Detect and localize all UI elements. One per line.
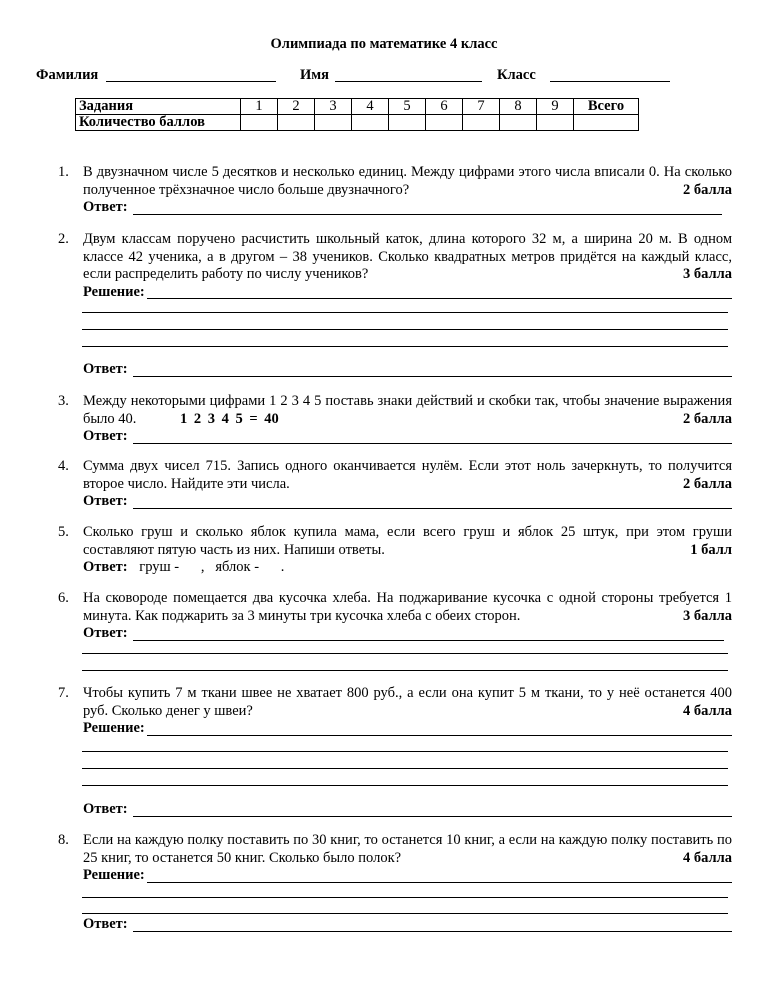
- task-7-answer: [58, 801, 732, 819]
- score-cell[interactable]: [500, 115, 537, 131]
- solution-label: Решение:: [83, 283, 145, 300]
- answer-label: Ответ:: [83, 428, 128, 444]
- task-5: [58, 524, 732, 577]
- score-cell[interactable]: [537, 115, 574, 131]
- task-number-cell: 7: [463, 99, 500, 115]
- surname-field[interactable]: [106, 81, 276, 82]
- score-cell[interactable]: [315, 115, 352, 131]
- task-number-cell: 1: [241, 99, 278, 115]
- answer-label: Ответ:: [83, 199, 128, 215]
- task-1: [58, 164, 732, 217]
- answer-line[interactable]: [133, 214, 722, 215]
- solution-label: Решение:: [83, 720, 145, 736]
- surname-label: Фамилия: [36, 67, 99, 83]
- solution-line[interactable]: [82, 312, 728, 313]
- class-field[interactable]: [550, 81, 670, 82]
- answer-label: Ответ:: [83, 916, 128, 932]
- table-row: [76, 115, 639, 131]
- page-title: Олимпиада по математике 4 класс: [270, 36, 498, 52]
- score-cell[interactable]: [278, 115, 315, 131]
- solution-line[interactable]: [82, 897, 728, 898]
- answer-line[interactable]: [133, 376, 732, 377]
- task-text: Двум классам поручено расчистить школьный каток, длина которого 32 м, а ширина 20 м. В одном классе 42 ученика, а в другом – 38 учеников. Сколько квадратных метров придётся на каждый класс, если распределить работу по числу учеников?: [83, 231, 732, 282]
- task-2: [58, 231, 732, 301]
- task-text: Сколько груш и сколько яблок купила мама, если всего груш и яблок 25 штук, при этом груши составляют пятую часть из них. Напиши ответы.: [83, 524, 732, 558]
- task-7: [58, 685, 732, 738]
- name-label: Имя: [300, 67, 329, 83]
- task-points: 1 балл: [690, 541, 732, 558]
- score-cell[interactable]: [352, 115, 389, 131]
- solution-line[interactable]: [82, 751, 728, 752]
- solution-line[interactable]: [82, 346, 728, 347]
- task-text: Сумма двух чисел 715. Запись одного оканчивается нулём. Если этот ноль зачеркнуть, то получится второе число. Найдите эти числа.: [83, 458, 732, 492]
- task-4: [58, 458, 732, 511]
- task-text: Если на каждую полку поставить по 30 книг, то останется 10 книг, а если на каждую полку поставить по 25 книг, то останется 50 книг. Сколько было полок?: [83, 832, 732, 866]
- task-points: 4 балла: [682, 702, 732, 719]
- score-cell[interactable]: [389, 115, 426, 131]
- task-6: [58, 590, 732, 643]
- task-number: 8.: [58, 832, 69, 848]
- answer-text[interactable]: груш - , яблок - .: [139, 559, 285, 575]
- task-number: 6.: [58, 590, 69, 606]
- class-label: Класс: [497, 67, 536, 83]
- name-field[interactable]: [335, 81, 482, 82]
- total-header-cell: Всего: [574, 99, 639, 115]
- answer-label: Ответ:: [83, 493, 128, 509]
- task-expression: 1 2 3 4 5 = 40: [179, 410, 279, 427]
- task-number: 4.: [58, 458, 69, 474]
- answer-line[interactable]: [82, 670, 728, 671]
- task-text: Между некоторыми цифрами 1 2 3 4 5 поставь знаки действий и скобки так, чтобы значение выражения было 40.: [83, 393, 732, 427]
- task-points: 4 балла: [682, 849, 732, 866]
- task-text: Чтобы купить 7 м ткани швее не хватает 800 руб., а если она купит 5 м ткани, то у неё останется 400 руб. Сколько денег у швеи?: [83, 685, 732, 719]
- task-number-cell: 4: [352, 99, 389, 115]
- task-number-cell: 9: [537, 99, 574, 115]
- task-number-cell: 2: [278, 99, 315, 115]
- answer-line[interactable]: [133, 816, 732, 817]
- task-points: 2 балла: [682, 410, 732, 427]
- task-number-cell: 5: [389, 99, 426, 115]
- score-cell[interactable]: [241, 115, 278, 131]
- task-number: 7.: [58, 685, 69, 701]
- solution-line[interactable]: [147, 735, 732, 736]
- task-number: 1.: [58, 164, 69, 180]
- answer-line[interactable]: [133, 640, 724, 641]
- score-table: [75, 98, 639, 131]
- solution-line[interactable]: [82, 329, 728, 330]
- answer-line[interactable]: [82, 653, 728, 654]
- task-points: 2 балла: [682, 475, 732, 492]
- solution-line[interactable]: [82, 785, 728, 786]
- answer-line[interactable]: [133, 443, 732, 444]
- solution-line[interactable]: [82, 913, 728, 914]
- task-points: 3 балла: [682, 607, 732, 624]
- answer-label: Ответ:: [83, 801, 128, 817]
- tasks-header-cell: Задания: [76, 99, 241, 115]
- task-3: [58, 393, 732, 446]
- task-number: 5.: [58, 524, 69, 540]
- solution-line[interactable]: [147, 298, 732, 299]
- table-row: [76, 99, 639, 115]
- score-cell[interactable]: [426, 115, 463, 131]
- points-header-cell: Количество баллов: [76, 115, 241, 131]
- solution-line[interactable]: [82, 768, 728, 769]
- task-8-answer: [58, 916, 732, 934]
- task-2-answer: [58, 361, 732, 379]
- total-score-cell[interactable]: [574, 115, 639, 131]
- task-number: 2.: [58, 231, 69, 247]
- score-cell[interactable]: [463, 115, 500, 131]
- task-text: В двузначном числе 5 десятков и несколько единиц. Между цифрами этого числа вписали 0. На сколько полученное трёхзначное число больше двузначного?: [83, 164, 732, 198]
- task-points: 3 балла: [682, 266, 732, 282]
- answer-label: Ответ:: [83, 361, 128, 377]
- solution-line[interactable]: [147, 882, 732, 883]
- solution-label: Решение:: [83, 867, 145, 883]
- answer-label: Ответ:: [83, 625, 128, 641]
- task-text: На сковороде помещается два кусочка хлеба. На поджаривание кусочка с одной стороны требуется 1 минута. Как поджарить за 3 минуты три кусочка хлеба с обеих сторон.: [83, 590, 732, 624]
- answer-label: Ответ:: [83, 559, 128, 575]
- task-number-cell: 6: [426, 99, 463, 115]
- answer-line[interactable]: [133, 931, 732, 932]
- task-number: 3.: [58, 393, 69, 409]
- answer-line[interactable]: [133, 508, 732, 509]
- task-8: [58, 832, 732, 885]
- task-number-cell: 3: [315, 99, 352, 115]
- task-number-cell: 8: [500, 99, 537, 115]
- task-points: 2 балла: [682, 181, 732, 198]
